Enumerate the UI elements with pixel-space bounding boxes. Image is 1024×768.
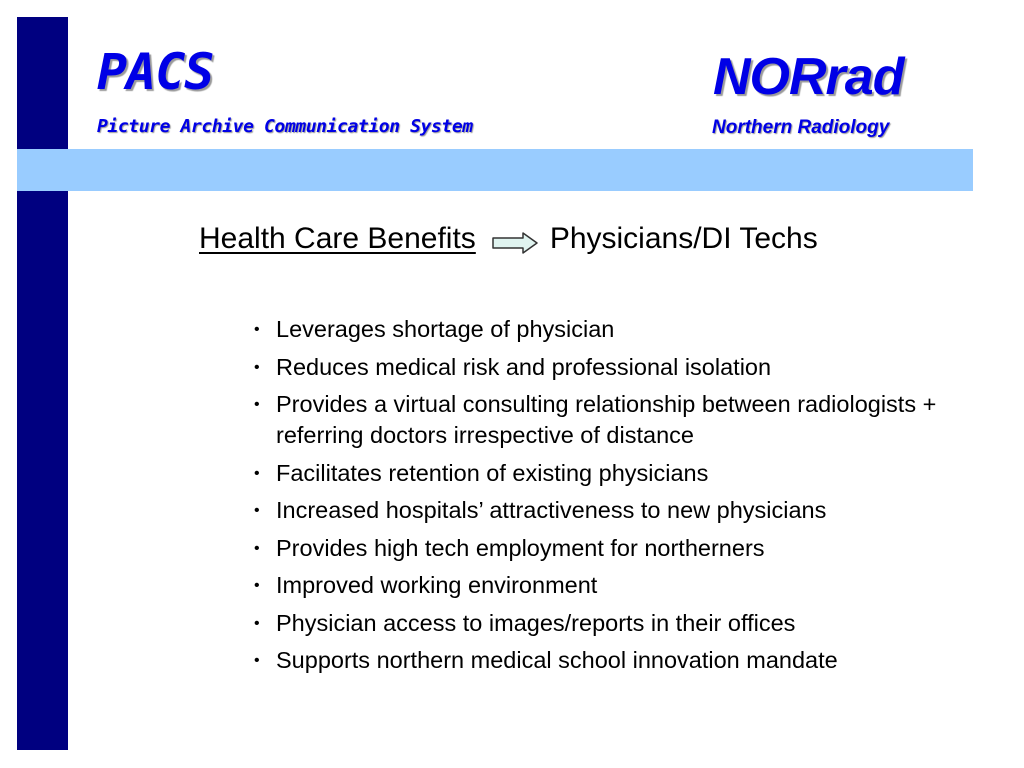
list-item bbox=[250, 645, 970, 676]
slide-heading bbox=[199, 219, 818, 259]
bullet-marker: • bbox=[254, 539, 260, 557]
org-title: NORrad bbox=[713, 48, 904, 106]
benefits-list bbox=[250, 314, 970, 683]
list-item-text: Provides high tech employment for northerners bbox=[276, 534, 765, 561]
bullet-marker: • bbox=[254, 321, 260, 338]
list-item-text: Provides a virtual consulting relationship between radiologists + referring doctors irrespective of distance bbox=[276, 391, 937, 448]
list-item bbox=[250, 314, 970, 345]
bullet-marker: • bbox=[254, 577, 260, 594]
list-item-text: Supports northern medical school innovation mandate bbox=[276, 647, 838, 673]
list-item bbox=[250, 389, 970, 451]
brand-title: PACS bbox=[97, 43, 214, 101]
list-item bbox=[250, 533, 970, 564]
list-item-text: Reduces medical risk and professional isolation bbox=[276, 353, 772, 380]
list-item-text: Improved working environment bbox=[276, 572, 598, 598]
bullet-marker: • bbox=[254, 358, 260, 376]
left-accent-bar bbox=[17, 17, 68, 750]
bullet-marker: • bbox=[254, 614, 260, 632]
brand-subtitle: Picture Archive Communication System bbox=[97, 116, 473, 137]
org-subtitle: Northern Radiology bbox=[712, 117, 890, 138]
heading-topic: Health Care Benefits bbox=[199, 222, 476, 255]
list-item-text: Facilitates retention of existing physicians bbox=[276, 459, 709, 486]
heading-audience: Physicians/DI Techs bbox=[549, 222, 818, 255]
list-item bbox=[250, 458, 970, 489]
right-arrow-icon bbox=[492, 228, 538, 250]
bullet-marker: • bbox=[254, 396, 260, 413]
list-item bbox=[250, 352, 970, 383]
bullet-marker: • bbox=[254, 652, 260, 669]
list-item bbox=[250, 608, 970, 639]
header-band bbox=[17, 149, 973, 191]
list-item-text: Increased hospitals’ attractiveness to new physicians bbox=[276, 497, 827, 523]
bullet-marker: • bbox=[254, 464, 260, 482]
bullet-marker: • bbox=[254, 502, 260, 519]
list-item bbox=[250, 495, 970, 526]
list-item-text: Leverages shortage of physician bbox=[276, 316, 615, 342]
list-item-text: Physician access to images/reports in their offices bbox=[276, 609, 796, 636]
list-item bbox=[250, 570, 970, 601]
